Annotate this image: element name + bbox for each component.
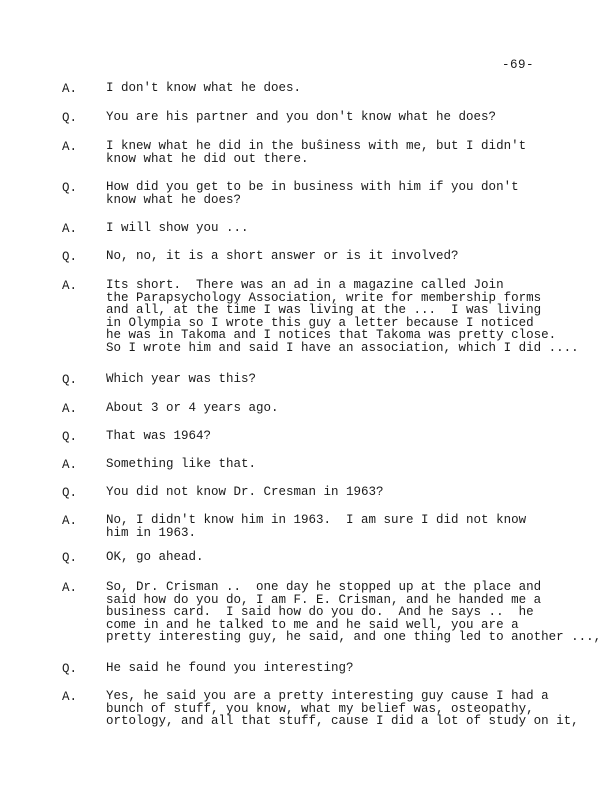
speaker-label: A. [62,458,78,472]
speech-text: No, I didn't know him in 1963. I am sure I did not know him in 1963. [106,513,527,540]
speaker-label: Q. [62,111,78,125]
speaker-label: Q. [62,486,78,500]
speech-text: Which year was this? [106,372,257,386]
speech-text: OK, go ahead. [106,550,204,564]
speech-text: No, no, it is a short answer or is it involved? [106,249,459,263]
speech-text: He said he found you interesting? [106,661,354,675]
speaker-label: A. [62,222,78,236]
speaker-label: A. [62,402,78,416]
speaker-label: Q. [62,373,78,387]
speaker-label: A. [62,140,78,154]
speaker-label: Q. [62,181,78,195]
speech-text: You are his partner and you don't know what he does? [106,110,497,124]
speaker-label: A. [62,279,78,293]
speech-text: So, Dr. Crisman .. one day he stopped up at the place and said how do you do, I am F. E. Crisman, and he handed me a business card. I said how do you do. And he says .. he come in and he talked to me and he said well, you are a pretty interesting guy, he said, and one thing led to another ..., [106,580,602,645]
speech-text: Its short. There was an ad in a magazine called Join the Parapsychology Association, write for membership forms and all, at the time I was living at the ... I was living in Olympia so I wrote this guy a letter because I noticed he was in Takoma and I notices that Takoma was pretty close. So I wrote him and said I have an association, which I did .... [106,278,579,355]
speech-text: You did not know Dr. Cresman in 1963? [106,485,384,499]
speech-text: I will show you ... [106,221,249,235]
speech-text: Yes, he said you are a pretty interesting guy cause I had a bunch of stuff, you know, what my belief was, osteopathy, ortology, and all that stuff, cause I did a lot of study on it, [106,689,579,729]
speech-text: I knew what he did in the buŝiness with me, but I didn't know what he did out there. [106,139,527,166]
speaker-label: A. [62,82,78,96]
page-number: -69- [501,58,534,72]
speaker-label: A. [62,514,78,528]
speaker-label: A. [62,690,78,704]
speech-text: Something like that. [106,457,257,471]
speaker-label: Q. [62,551,78,565]
speaker-label: Q. [62,662,78,676]
speech-text: I don't know what he does. [106,81,302,95]
speaker-label: A. [62,581,78,595]
speaker-label: Q. [62,430,78,444]
speaker-label: Q. [62,250,78,264]
speech-text: That was 1964? [106,429,212,443]
speech-text: About 3 or 4 years ago. [106,401,279,415]
speech-text: How did you get to be in business with him if you don't know what he does? [106,180,519,207]
